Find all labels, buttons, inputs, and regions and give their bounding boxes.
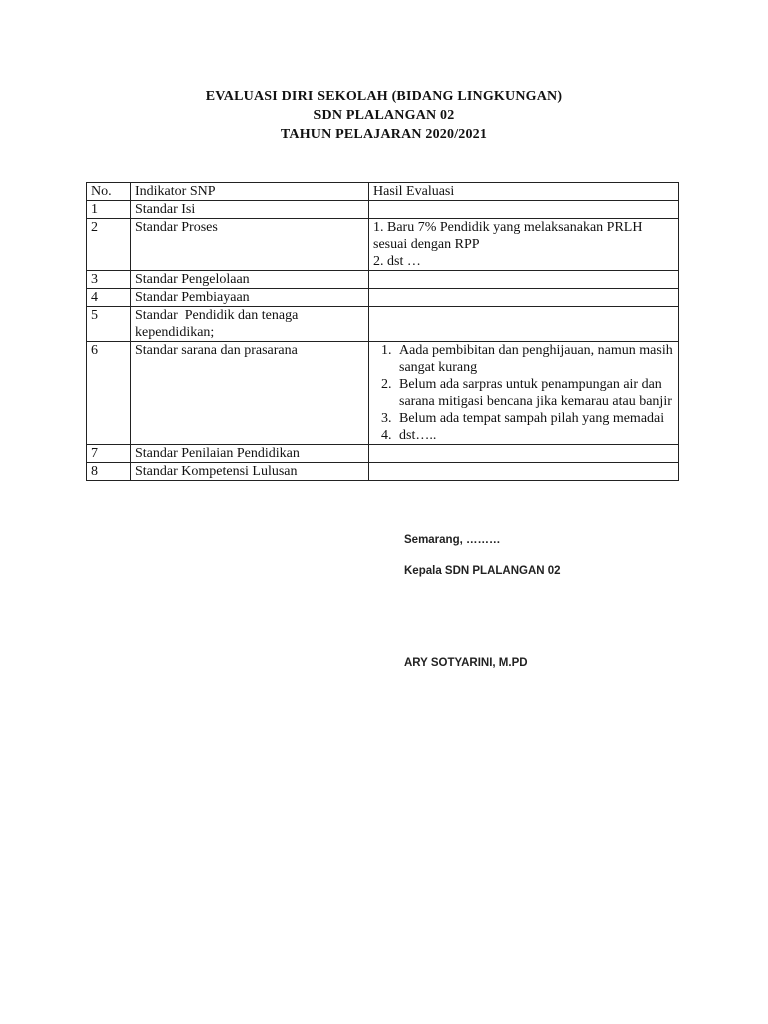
row-number: 6: [87, 342, 131, 445]
hasil-list-item: 2. Belum ada sarpras untuk penampungan air dan sarana mitigasi bencana jika kemarau atau banjir: [395, 376, 674, 410]
document-title-line-1: EVALUASI DIRI SEKOLAH (BIDANG LINGKUNGAN): [205, 89, 563, 104]
row-indikator: Standar Proses: [131, 219, 369, 271]
row-indikator: Standar sarana dan prasarana: [131, 342, 369, 445]
signature-place-date: Semarang, ………: [404, 534, 501, 546]
table-header-row: [87, 183, 679, 201]
row-number: 5: [87, 307, 131, 342]
evaluation-table: [86, 182, 679, 481]
row-hasil-evaluasi: [369, 307, 679, 342]
row-hasil-evaluasi: [369, 271, 679, 289]
hasil-list-item: 4. dst…..: [395, 427, 674, 444]
hasil-line: 2. dst …: [373, 254, 421, 269]
signature-name: ARY SOTYARINI, M.PD: [404, 657, 528, 669]
row-number: 4: [87, 289, 131, 307]
signature-position: Kepala SDN PLALANGAN 02: [404, 565, 561, 577]
table-row: [87, 271, 679, 289]
row-indikator: Standar Pembiayaan: [131, 289, 369, 307]
table-row: [87, 201, 679, 219]
row-number: 7: [87, 445, 131, 463]
row-indikator: Standar Kompetensi Lulusan: [131, 463, 369, 481]
hasil-line: 1. Baru 7% Pendidik yang melaksanakan PRLH sesuai dengan RPP: [373, 220, 643, 252]
hasil-list-item: 1. Aada pembibitan dan penghijauan, namun masih sangat kurang: [395, 342, 674, 376]
row-indikator: Standar Pengelolaan: [131, 271, 369, 289]
row-number: 2: [87, 219, 131, 271]
header-no: No.: [87, 183, 131, 201]
header-hasil: Hasil Evaluasi: [369, 183, 679, 201]
row-indikator: Standar Isi: [131, 201, 369, 219]
row-hasil-evaluasi: [369, 445, 679, 463]
row-number: 3: [87, 271, 131, 289]
row-indikator: Standar Penilaian Pendidikan: [131, 445, 369, 463]
table-row: [87, 219, 679, 271]
table-row: [87, 307, 679, 342]
hasil-list-item: 3. Belum ada tempat sampah pilah yang memadai: [395, 410, 674, 427]
hasil-list: [373, 342, 674, 444]
document-title-line-3: TAHUN PELAJARAN 2020/2021: [280, 127, 488, 142]
row-number: 8: [87, 463, 131, 481]
table-row: [87, 463, 679, 481]
row-hasil-evaluasi: [369, 201, 679, 219]
header-indikator: Indikator SNP: [131, 183, 369, 201]
row-hasil-evaluasi: [369, 463, 679, 481]
document-title-line-2: SDN PLALANGAN 02: [313, 108, 455, 123]
table-row: [87, 289, 679, 307]
row-hasil-evaluasi: [369, 219, 679, 271]
table-row: [87, 342, 679, 445]
row-hasil-evaluasi: [369, 289, 679, 307]
table-row: [87, 445, 679, 463]
row-hasil-evaluasi: [369, 342, 679, 445]
row-number: 1: [87, 201, 131, 219]
row-indikator: Standar Pendidik dan tenaga kependidikan;: [131, 307, 369, 342]
